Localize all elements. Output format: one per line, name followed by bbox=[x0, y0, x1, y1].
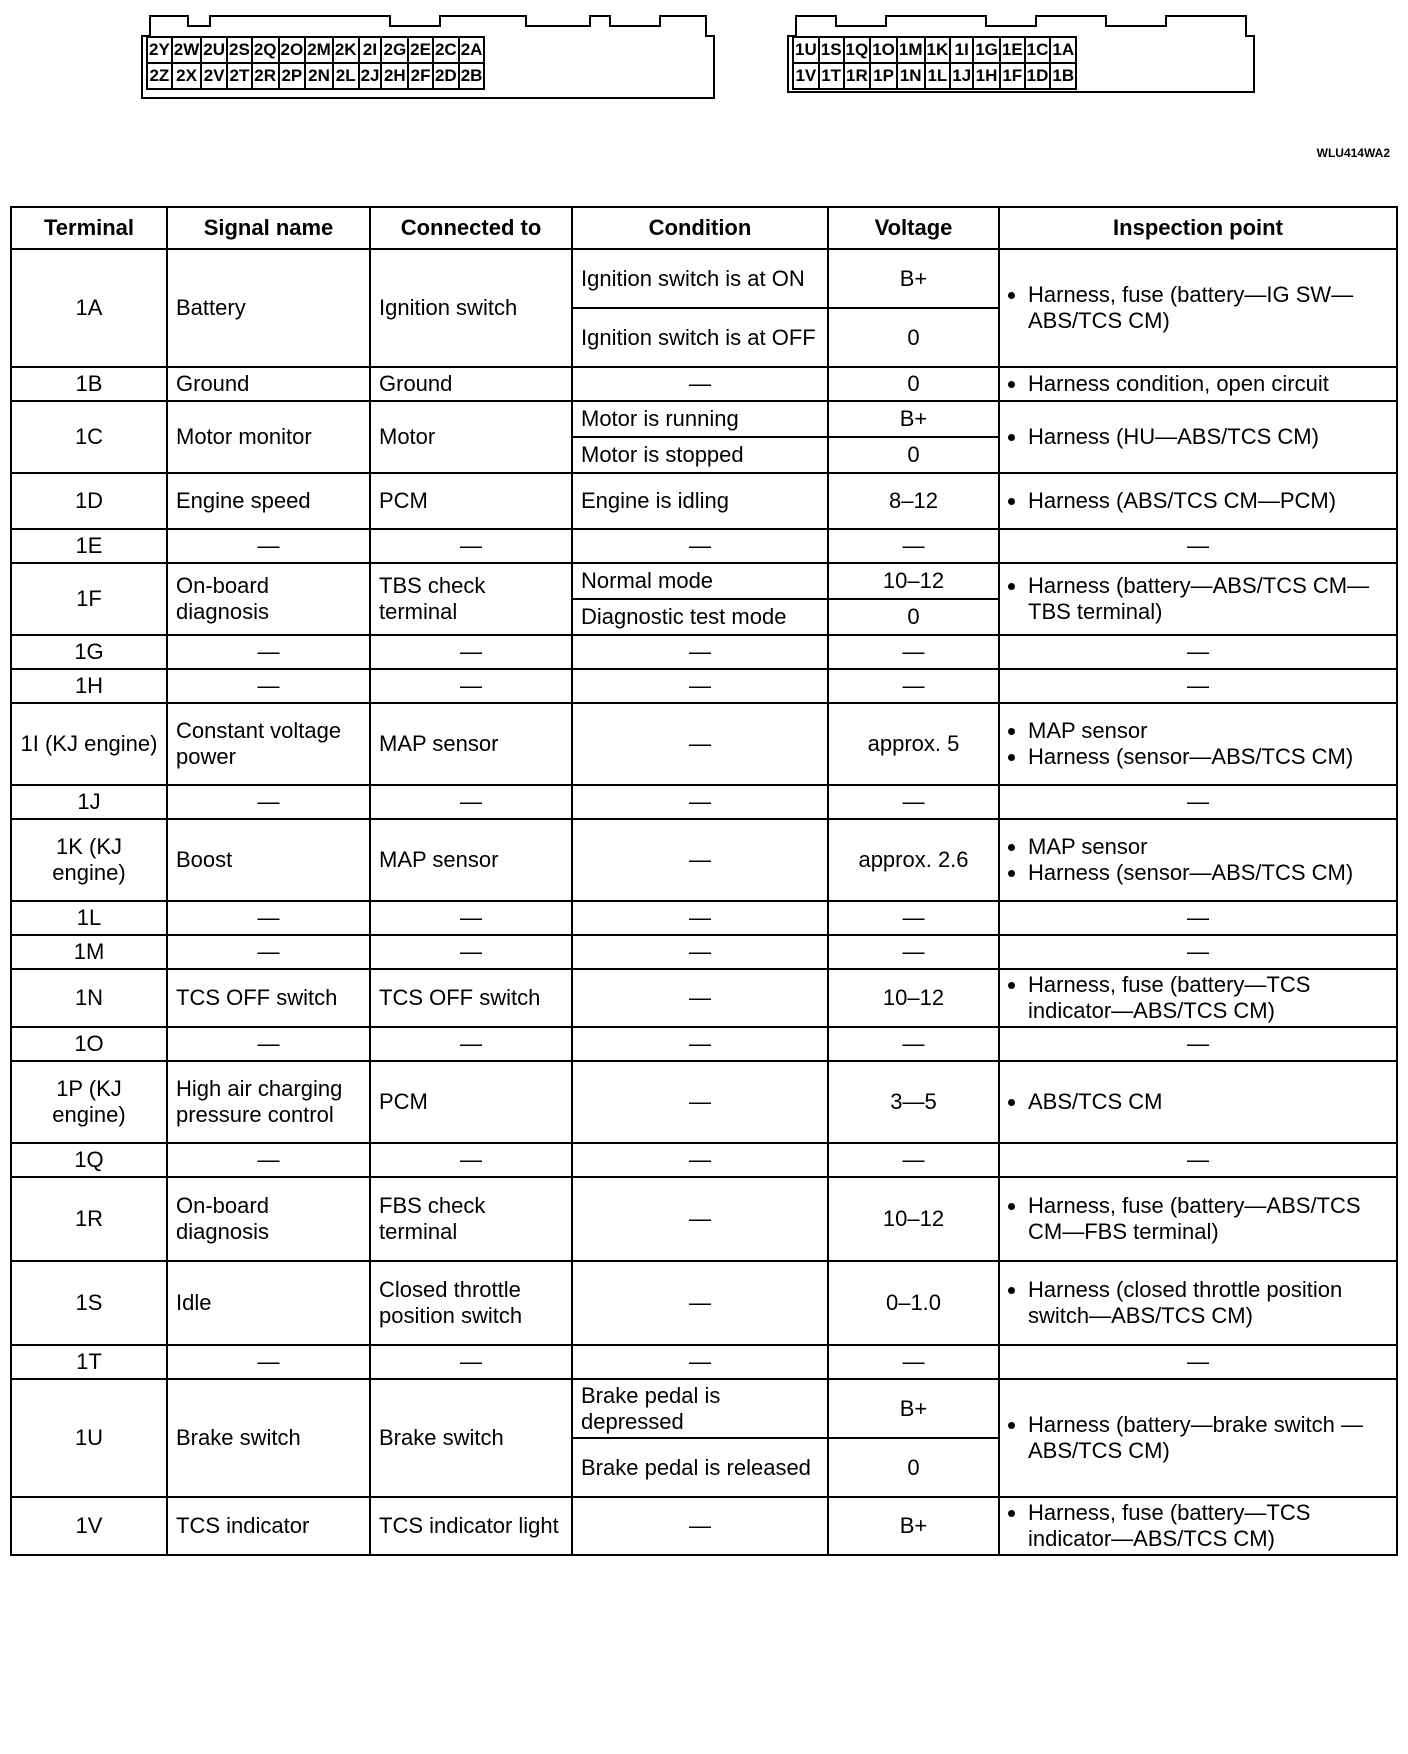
signal-name-cell: — bbox=[167, 901, 370, 935]
connector-pin: 2X bbox=[172, 63, 202, 89]
inspection-point-cell bbox=[999, 969, 1397, 1027]
connector-pin: 1L bbox=[925, 63, 951, 89]
voltage-cell: — bbox=[828, 635, 999, 669]
terminal-cell: 1S bbox=[11, 1261, 167, 1345]
condition-cell: — bbox=[572, 635, 828, 669]
connector-pin: 2R bbox=[252, 63, 279, 89]
inspection-point-cell: — bbox=[999, 785, 1397, 819]
voltage-cell: 10–12 bbox=[828, 1177, 999, 1261]
connected-to-cell: MAP sensor bbox=[370, 703, 572, 785]
connector-pin: 2I bbox=[359, 37, 382, 63]
connector-1-diagram bbox=[786, 8, 1256, 94]
terminal-cell: 1U bbox=[11, 1379, 167, 1497]
connector-pin: 1E bbox=[1000, 37, 1025, 63]
connector-2-top-row bbox=[147, 37, 484, 63]
signal-name-cell: Ground bbox=[167, 367, 370, 401]
voltage-cell: approx. 5 bbox=[828, 703, 999, 785]
inspection-list bbox=[1008, 488, 1388, 514]
voltage-cell: — bbox=[828, 1143, 999, 1177]
connector-2-diagram bbox=[140, 8, 716, 100]
table-row bbox=[11, 249, 1397, 308]
terminal-cell: 1V bbox=[11, 1497, 167, 1555]
signal-name-cell: Constant voltage power bbox=[167, 703, 370, 785]
inspection-list bbox=[1008, 371, 1388, 397]
connected-to-cell: TCS indicator light bbox=[370, 1497, 572, 1555]
condition-cell: Diagnostic test mode bbox=[572, 599, 828, 635]
connector-pin: 2V bbox=[201, 63, 227, 89]
voltage-cell: 0 bbox=[828, 1438, 999, 1497]
inspection-point-cell bbox=[999, 703, 1397, 785]
figure-code: WLU414WA2 bbox=[1316, 146, 1390, 160]
terminal-cell: 1K (KJ engine) bbox=[11, 819, 167, 901]
condition-cell: — bbox=[572, 1061, 828, 1143]
connector-pin: 1J bbox=[950, 63, 973, 89]
connector-2-grid bbox=[146, 36, 485, 90]
inspection-list bbox=[1008, 282, 1388, 334]
table-row bbox=[11, 819, 1397, 901]
connected-to-cell: PCM bbox=[370, 473, 572, 529]
connected-to-cell: PCM bbox=[370, 1061, 572, 1143]
connector-pin: 1N bbox=[897, 63, 925, 89]
inspection-list bbox=[1008, 834, 1388, 886]
connector-pin: 2S bbox=[227, 37, 252, 63]
terminal-cell: 1C bbox=[11, 401, 167, 473]
header-voltage: Voltage bbox=[828, 207, 999, 249]
terminal-cell: 1E bbox=[11, 529, 167, 563]
terminal-cell: 1F bbox=[11, 563, 167, 635]
inspection-point-cell: — bbox=[999, 901, 1397, 935]
table-row bbox=[11, 1497, 1397, 1555]
signal-name-cell: — bbox=[167, 635, 370, 669]
connector-pin: 2D bbox=[433, 63, 459, 89]
condition-cell: — bbox=[572, 1027, 828, 1061]
terminal-cell: 1P (KJ engine) bbox=[11, 1061, 167, 1143]
connector-pin: 2E bbox=[408, 37, 433, 63]
connector-pin: 1Q bbox=[844, 37, 871, 63]
terminal-cell: 1A bbox=[11, 249, 167, 367]
connected-to-cell: — bbox=[370, 935, 572, 969]
inspection-item: • MAP sensor bbox=[1028, 834, 1388, 860]
connector-pin: 2M bbox=[305, 37, 333, 63]
terminal-cell: 1G bbox=[11, 635, 167, 669]
connector-pin: 1D bbox=[1025, 63, 1051, 89]
signal-name-cell: On-board diagnosis bbox=[167, 1177, 370, 1261]
inspection-item: • Harness (sensor—ABS/TCS CM) bbox=[1028, 860, 1388, 886]
table-row bbox=[11, 1177, 1397, 1261]
connector-pin: 1S bbox=[819, 37, 844, 63]
voltage-cell: B+ bbox=[828, 401, 999, 437]
connected-to-cell: — bbox=[370, 1143, 572, 1177]
connector-pin: 1K bbox=[925, 37, 951, 63]
table-row bbox=[11, 1261, 1397, 1345]
inspection-point-cell bbox=[999, 401, 1397, 473]
condition-cell: — bbox=[572, 1177, 828, 1261]
voltage-cell: 0 bbox=[828, 599, 999, 635]
terminal-cell: 1I (KJ engine) bbox=[11, 703, 167, 785]
signal-name-cell: Boost bbox=[167, 819, 370, 901]
connector-1-top-row bbox=[793, 37, 1076, 63]
inspection-list bbox=[1008, 424, 1388, 450]
terminal-cell: 1L bbox=[11, 901, 167, 935]
inspection-list bbox=[1008, 1277, 1388, 1329]
connected-to-cell: — bbox=[370, 901, 572, 935]
connector-pin: 2Y bbox=[147, 37, 172, 63]
connector-pin: 2Z bbox=[147, 63, 172, 89]
terminal-cell: 1D bbox=[11, 473, 167, 529]
signal-name-cell: Motor monitor bbox=[167, 401, 370, 473]
inspection-list bbox=[1008, 1412, 1388, 1464]
condition-cell: Brake pedal is depressed bbox=[572, 1379, 828, 1438]
inspection-point-cell bbox=[999, 249, 1397, 367]
inspection-item: • Harness condition, open circuit bbox=[1028, 371, 1388, 397]
inspection-point-cell bbox=[999, 819, 1397, 901]
voltage-cell: B+ bbox=[828, 249, 999, 308]
condition-cell: Motor is running bbox=[572, 401, 828, 437]
connector-pin: 1R bbox=[844, 63, 871, 89]
connector-pin: 1A bbox=[1050, 37, 1076, 63]
table-row bbox=[11, 635, 1397, 669]
header-condition: Condition bbox=[572, 207, 828, 249]
terminal-cell: 1J bbox=[11, 785, 167, 819]
condition-cell: Ignition switch is at ON bbox=[572, 249, 828, 308]
signal-name-cell: On-board diagnosis bbox=[167, 563, 370, 635]
signal-name-cell: Idle bbox=[167, 1261, 370, 1345]
connector-pin: 2T bbox=[227, 63, 252, 89]
connector-pin: 2K bbox=[333, 37, 359, 63]
connected-to-cell: — bbox=[370, 635, 572, 669]
connector-1-grid bbox=[792, 36, 1077, 90]
signal-name-cell: — bbox=[167, 1143, 370, 1177]
connector-pin: 2G bbox=[381, 37, 408, 63]
table-row bbox=[11, 401, 1397, 437]
table-row bbox=[11, 1143, 1397, 1177]
terminal-cell: 1R bbox=[11, 1177, 167, 1261]
inspection-item: • Harness (sensor—ABS/TCS CM) bbox=[1028, 744, 1388, 770]
voltage-cell: — bbox=[828, 669, 999, 703]
connector-pin: 1G bbox=[973, 37, 1000, 63]
condition-cell: — bbox=[572, 969, 828, 1027]
condition-cell: Normal mode bbox=[572, 563, 828, 599]
inspection-point-cell: — bbox=[999, 669, 1397, 703]
signal-name-cell: — bbox=[167, 1027, 370, 1061]
inspection-item: • Harness (battery—ABS/TCS CM—TBS terminal) bbox=[1028, 573, 1388, 625]
terminal-cell: 1B bbox=[11, 367, 167, 401]
voltage-cell: B+ bbox=[828, 1379, 999, 1438]
voltage-cell: — bbox=[828, 1027, 999, 1061]
connector-pin: 2O bbox=[279, 37, 306, 63]
connected-to-cell: Brake switch bbox=[370, 1379, 572, 1497]
connected-to-cell: — bbox=[370, 529, 572, 563]
connected-to-cell: Motor bbox=[370, 401, 572, 473]
inspection-item: • Harness (ABS/TCS CM—PCM) bbox=[1028, 488, 1388, 514]
connected-to-cell: TBS check terminal bbox=[370, 563, 572, 635]
connected-to-cell: — bbox=[370, 1027, 572, 1061]
inspection-point-cell: — bbox=[999, 935, 1397, 969]
condition-cell: — bbox=[572, 669, 828, 703]
connector-1-bottom-row bbox=[793, 63, 1076, 89]
connector-pin: 1P bbox=[870, 63, 897, 89]
signal-name-cell: — bbox=[167, 669, 370, 703]
connected-to-cell: TCS OFF switch bbox=[370, 969, 572, 1027]
table-row bbox=[11, 367, 1397, 401]
connector-pin: 2H bbox=[381, 63, 408, 89]
inspection-point-cell bbox=[999, 1061, 1397, 1143]
inspection-point-cell bbox=[999, 367, 1397, 401]
condition-cell: — bbox=[572, 819, 828, 901]
connected-to-cell: Ignition switch bbox=[370, 249, 572, 367]
table-body bbox=[11, 249, 1397, 1555]
signal-name-cell: Engine speed bbox=[167, 473, 370, 529]
header-inspection-point: Inspection point bbox=[999, 207, 1397, 249]
inspection-point-cell: — bbox=[999, 529, 1397, 563]
condition-cell: — bbox=[572, 901, 828, 935]
table-row bbox=[11, 473, 1397, 529]
connector-pin: 1B bbox=[1050, 63, 1076, 89]
voltage-cell: 0 bbox=[828, 367, 999, 401]
connector-pin: 2P bbox=[279, 63, 306, 89]
terminal-voltage-table bbox=[10, 206, 1398, 1556]
inspection-point-cell bbox=[999, 1177, 1397, 1261]
connected-to-cell: Ground bbox=[370, 367, 572, 401]
inspection-item: • Harness (closed throttle position switch—ABS/TCS CM) bbox=[1028, 1277, 1388, 1329]
condition-cell: Brake pedal is released bbox=[572, 1438, 828, 1497]
connector-pin: 1O bbox=[870, 37, 897, 63]
connected-to-cell: MAP sensor bbox=[370, 819, 572, 901]
table-row bbox=[11, 563, 1397, 599]
terminal-cell: 1H bbox=[11, 669, 167, 703]
connector-pin: 1U bbox=[793, 37, 819, 63]
voltage-cell: approx. 2.6 bbox=[828, 819, 999, 901]
connector-pin: 2C bbox=[433, 37, 459, 63]
condition-cell: — bbox=[572, 703, 828, 785]
table-row bbox=[11, 529, 1397, 563]
table-row bbox=[11, 901, 1397, 935]
inspection-point-cell bbox=[999, 563, 1397, 635]
condition-cell: — bbox=[572, 1497, 828, 1555]
connector-pin: 1M bbox=[897, 37, 925, 63]
table-row bbox=[11, 1345, 1397, 1379]
header-terminal: Terminal bbox=[11, 207, 167, 249]
connector-pin: 2B bbox=[459, 63, 485, 89]
connected-to-cell: — bbox=[370, 785, 572, 819]
table-row bbox=[11, 669, 1397, 703]
voltage-cell: — bbox=[828, 1345, 999, 1379]
signal-name-cell: — bbox=[167, 529, 370, 563]
inspection-point-cell bbox=[999, 1261, 1397, 1345]
table-row bbox=[11, 785, 1397, 819]
header-connected-to: Connected to bbox=[370, 207, 572, 249]
table-row bbox=[11, 935, 1397, 969]
voltage-cell: — bbox=[828, 901, 999, 935]
connector-pin: 1V bbox=[793, 63, 819, 89]
condition-cell: — bbox=[572, 935, 828, 969]
inspection-list bbox=[1008, 1500, 1388, 1552]
inspection-item: • Harness, fuse (battery—TCS indicator—ABS/TCS CM) bbox=[1028, 972, 1388, 1024]
inspection-list bbox=[1008, 573, 1388, 625]
table-row bbox=[11, 969, 1397, 1027]
voltage-cell: 0–1.0 bbox=[828, 1261, 999, 1345]
inspection-list bbox=[1008, 718, 1388, 770]
voltage-cell: 3—5 bbox=[828, 1061, 999, 1143]
table-row bbox=[11, 1027, 1397, 1061]
connector-pin: 1H bbox=[973, 63, 1000, 89]
terminal-cell: 1Q bbox=[11, 1143, 167, 1177]
connector-pin: 2W bbox=[172, 37, 202, 63]
connector-pin: 2Q bbox=[252, 37, 279, 63]
condition-cell: — bbox=[572, 1143, 828, 1177]
connector-pin: 1F bbox=[1000, 63, 1025, 89]
header-signal-name: Signal name bbox=[167, 207, 370, 249]
inspection-item: • Harness, fuse (battery—TCS indicator—ABS/TCS CM) bbox=[1028, 1500, 1388, 1552]
inspection-item: • ABS/TCS CM bbox=[1028, 1089, 1388, 1115]
signal-name-cell: Brake switch bbox=[167, 1379, 370, 1497]
voltage-cell: — bbox=[828, 529, 999, 563]
inspection-point-cell: — bbox=[999, 1027, 1397, 1061]
condition-cell: — bbox=[572, 367, 828, 401]
inspection-point-cell bbox=[999, 1379, 1397, 1497]
connector-pin: 1I bbox=[950, 37, 973, 63]
terminal-cell: 1O bbox=[11, 1027, 167, 1061]
terminal-cell: 1T bbox=[11, 1345, 167, 1379]
table-row bbox=[11, 1061, 1397, 1143]
inspection-point-cell: — bbox=[999, 635, 1397, 669]
voltage-cell: — bbox=[828, 785, 999, 819]
inspection-list bbox=[1008, 1089, 1388, 1115]
voltage-cell: 8–12 bbox=[828, 473, 999, 529]
signal-name-cell: High air charging pressure control bbox=[167, 1061, 370, 1143]
voltage-cell: 10–12 bbox=[828, 969, 999, 1027]
terminal-cell: 1N bbox=[11, 969, 167, 1027]
inspection-point-cell bbox=[999, 473, 1397, 529]
inspection-point-cell: — bbox=[999, 1345, 1397, 1379]
connector-pin: 2U bbox=[201, 37, 227, 63]
signal-name-cell: TCS OFF switch bbox=[167, 969, 370, 1027]
terminal-cell: 1M bbox=[11, 935, 167, 969]
voltage-cell: — bbox=[828, 935, 999, 969]
table-header-row bbox=[11, 207, 1397, 249]
voltage-cell: 0 bbox=[828, 437, 999, 473]
connected-to-cell: — bbox=[370, 669, 572, 703]
condition-cell: Motor is stopped bbox=[572, 437, 828, 473]
inspection-item: • Harness, fuse (battery—IG SW—ABS/TCS CM) bbox=[1028, 282, 1388, 334]
inspection-item: • MAP sensor bbox=[1028, 718, 1388, 744]
voltage-cell: 10–12 bbox=[828, 563, 999, 599]
signal-name-cell: — bbox=[167, 1345, 370, 1379]
table-row bbox=[11, 703, 1397, 785]
condition-cell: — bbox=[572, 529, 828, 563]
inspection-point-cell: — bbox=[999, 1143, 1397, 1177]
condition-cell: — bbox=[572, 1261, 828, 1345]
connector-pin: 2L bbox=[333, 63, 359, 89]
connected-to-cell: FBS check terminal bbox=[370, 1177, 572, 1261]
signal-name-cell: Battery bbox=[167, 249, 370, 367]
condition-cell: — bbox=[572, 785, 828, 819]
connector-pin: 2A bbox=[459, 37, 485, 63]
inspection-item: • Harness (HU—ABS/TCS CM) bbox=[1028, 424, 1388, 450]
signal-name-cell: — bbox=[167, 935, 370, 969]
voltage-cell: B+ bbox=[828, 1497, 999, 1555]
condition-cell: — bbox=[572, 1345, 828, 1379]
connector-2-bottom-row bbox=[147, 63, 484, 89]
connector-pin: 2J bbox=[359, 63, 382, 89]
connected-to-cell: Closed throttle position switch bbox=[370, 1261, 572, 1345]
connector-pin: 2F bbox=[408, 63, 433, 89]
condition-cell: Engine is idling bbox=[572, 473, 828, 529]
condition-cell: Ignition switch is at OFF bbox=[572, 308, 828, 367]
inspection-point-cell bbox=[999, 1497, 1397, 1555]
inspection-list bbox=[1008, 972, 1388, 1024]
inspection-list bbox=[1008, 1193, 1388, 1245]
inspection-item: • Harness (battery—brake switch —ABS/TCS CM) bbox=[1028, 1412, 1388, 1464]
connected-to-cell: — bbox=[370, 1345, 572, 1379]
signal-name-cell: — bbox=[167, 785, 370, 819]
signal-name-cell: TCS indicator bbox=[167, 1497, 370, 1555]
table-row bbox=[11, 1379, 1397, 1438]
connector-pin: 1C bbox=[1025, 37, 1051, 63]
inspection-item: • Harness, fuse (battery—ABS/TCS CM—FBS terminal) bbox=[1028, 1193, 1388, 1245]
connector-pin: 2N bbox=[305, 63, 333, 89]
voltage-cell: 0 bbox=[828, 308, 999, 367]
connector-pin: 1T bbox=[819, 63, 844, 89]
